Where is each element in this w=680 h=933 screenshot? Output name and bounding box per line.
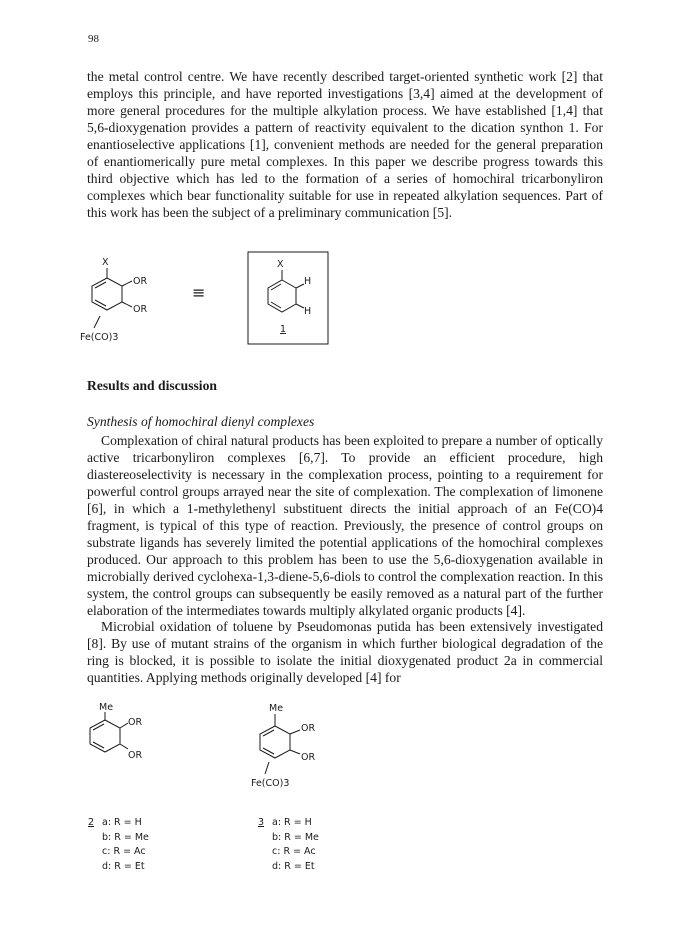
equivalence-sign: ≡ [192,283,206,302]
dication-synthon-structure [248,252,328,344]
variant-a: a: R = H [102,817,142,828]
or-top-label: OR [133,276,148,287]
dioxygenated-complex-structure [80,257,147,343]
compound-3-number: 3 [258,817,265,828]
compound-3-structure [245,700,355,810]
me-label: Me [269,703,284,714]
intro-paragraph: the metal control centre. We have recently described target-oriented synthetic work [2] that employs this principle, and have reported investigations [3,4] aimed at the development of more general procedures for the multiple alkylation process. We have established [1,4] that 5,6-dioxygenation provides a pattern of reactivity equivalent to the dication synthon 1. For enantioselective applications [1], convenient methods are needed for the general preparation of enantiomerically pure metal complexes. In this paper we describe progress towards this third objective which has led to the formation of a series of homochiral tricarbonyliron complexes which bear functionality suitable for use in repeated alkylation sequences. Part of this work has been the subject of a preliminary communication [5]. [87,69,603,220]
variant-c: c: R = Ac [102,846,146,857]
variant-a: a: R = H [272,817,312,828]
variant-b: b: R = Me [102,831,149,843]
x-substituent-label: X [102,257,109,268]
variant-b: b: R = Me [272,831,319,843]
scheme-1-diagram [80,250,350,350]
h-bottom-label: H [304,306,312,317]
variant-d: d: R = Et [102,860,145,872]
or-top-label: OR [128,717,143,728]
compound-2-variants [88,816,149,874]
microbial-oxidation-paragraph: Microbial oxidation of toluene by Pseudomonas putida has been extensively investigated [8]. By use of mutant strains of the organism in which further biological degradation of the ring is blocked, it is possible to isolate the initial dioxygenated product 2a in commercial quantities. Applying methods originally developed [4] for [87,619,603,685]
variant-c: c: R = Ac [272,846,316,857]
section-heading: Results and discussion [87,378,217,393]
compound-1-label: 1 [280,324,287,335]
fe-co3-label: Fe(CO)3 [80,332,119,343]
complexation-paragraph: Complexation of chiral natural products has been exploited to prepare a number of optically active tricarbonyliron complexes [6,7]. To provide an efficient procedure, high diastereoselectivity is necessary in the complexation process, pointing to a requirement for powerful control groups arrayed near the site of complexation. The complexation of limonene [6], in which a 1-methylethenyl substituent directs the initial approach of an Fe(CO)4 fragment, is typical of this type of reaction. Previously, the presence of control groups on substrate ligands has severely limited the potential applications of the homochiral complexes produced. Our approach to this problem has been to use the 5,6-dioxygenation available in microbially derived cyclohexa-1,3-diene-5,6-diols to control the complexation reaction. In this system, the control groups can subsequently be easily removed as a natural part of the further elaboration of the intermediates towards multiply alkylated organic products [4]. [87,433,603,618]
compound-2-structure [80,700,180,762]
or-top-label: OR [301,723,316,734]
h-top-label: H [304,276,312,287]
x-substituent-label-2: X [277,259,284,270]
compound-2-number: 2 [88,817,95,828]
or-bottom-label: OR [301,752,316,763]
page-number: 98 [88,33,99,45]
fe-co3-label: Fe(CO)3 [251,778,290,789]
me-label: Me [99,702,114,713]
or-bottom-label: OR [133,304,148,315]
compound-3-variants [258,816,319,874]
subsection-heading: Synthesis of homochiral dienyl complexes [87,414,315,429]
variant-d: d: R = Et [272,860,315,872]
or-bottom-label: OR [128,750,143,761]
